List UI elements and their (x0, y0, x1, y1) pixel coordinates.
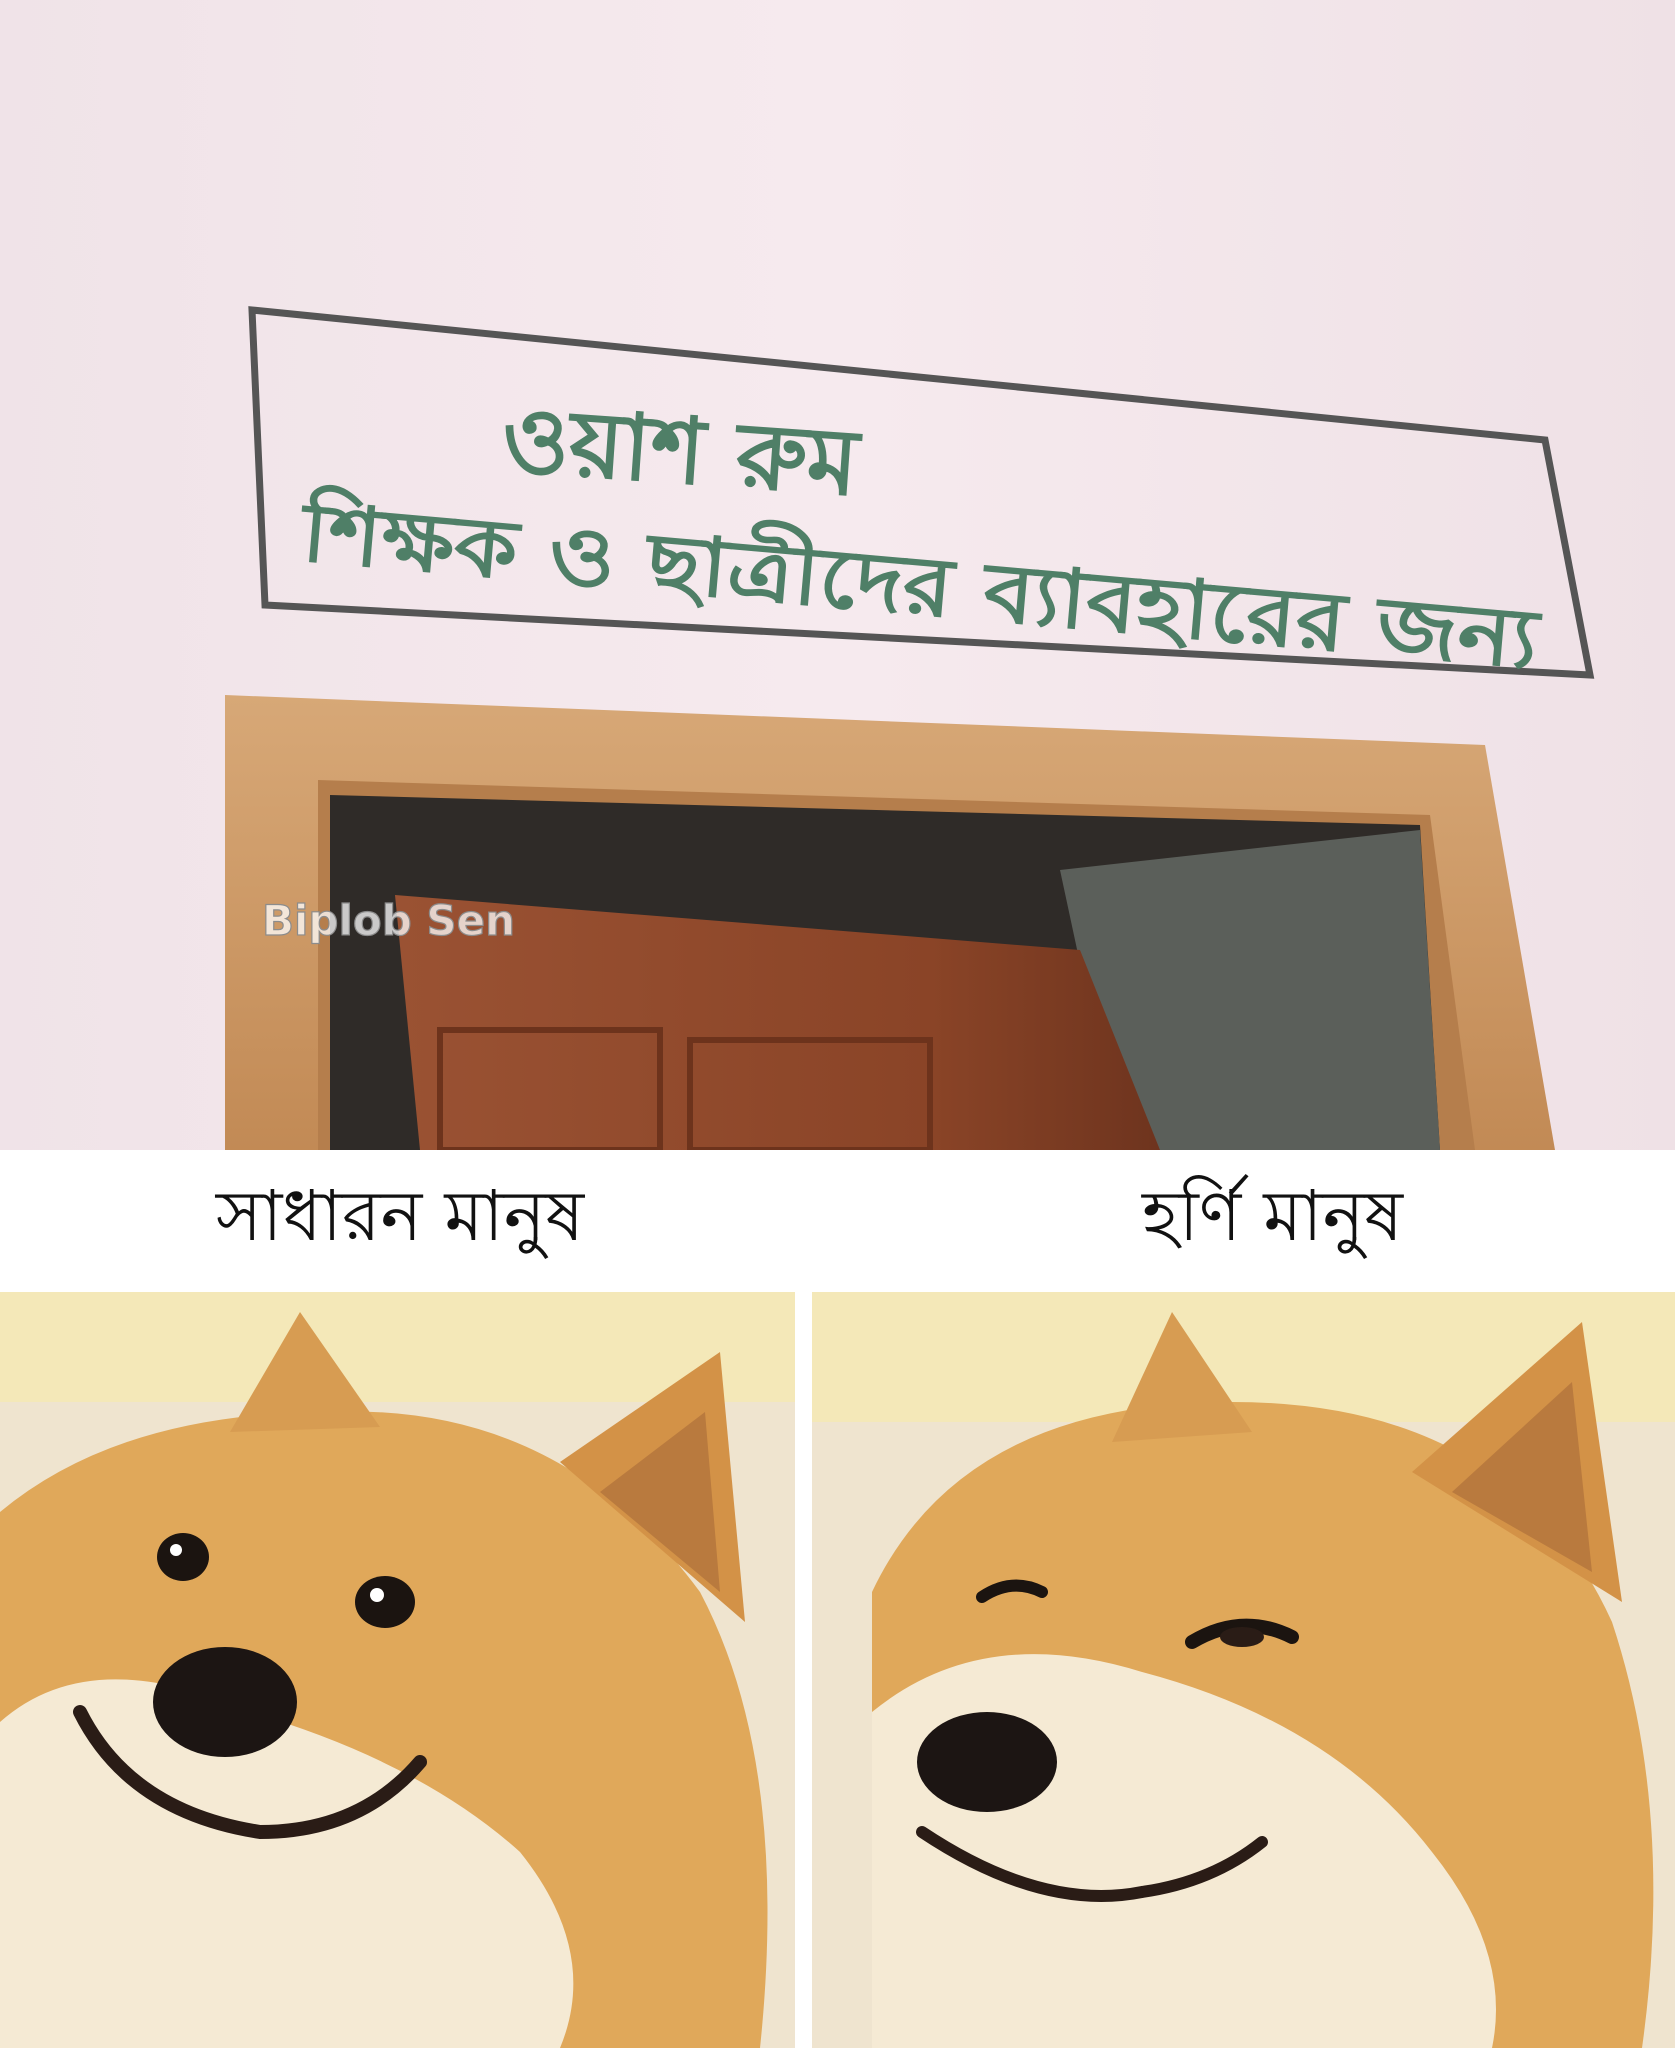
sign-line-1: ওয়াশ রুম (498, 385, 862, 517)
eye-highlight (170, 1544, 182, 1556)
doge-panel-horny (812, 1292, 1675, 2048)
caption-left-text: সাধারন মানুষ (215, 1174, 585, 1257)
doge-panel-normal (0, 1292, 795, 2048)
eye-highlight (370, 1588, 384, 1602)
dog-eye-left (157, 1533, 209, 1581)
watermark-text: Biplob Sen (262, 896, 516, 945)
dog-eye-right (355, 1576, 415, 1628)
doge-smirk-illustration (812, 1292, 1675, 2048)
caption-left (0, 1160, 800, 1280)
doge-normal-illustration (0, 1292, 795, 2048)
dog-pupil (1220, 1627, 1264, 1647)
sign-line-2: শিক্ষক ও ছাত্রীদের ব্যাবহারের জন্য (298, 485, 1426, 678)
dog-nose (917, 1712, 1057, 1812)
dog-nose (153, 1647, 297, 1757)
caption-right (870, 1160, 1675, 1280)
caption-right-text: হর্ণি মানুষ (1142, 1174, 1403, 1257)
